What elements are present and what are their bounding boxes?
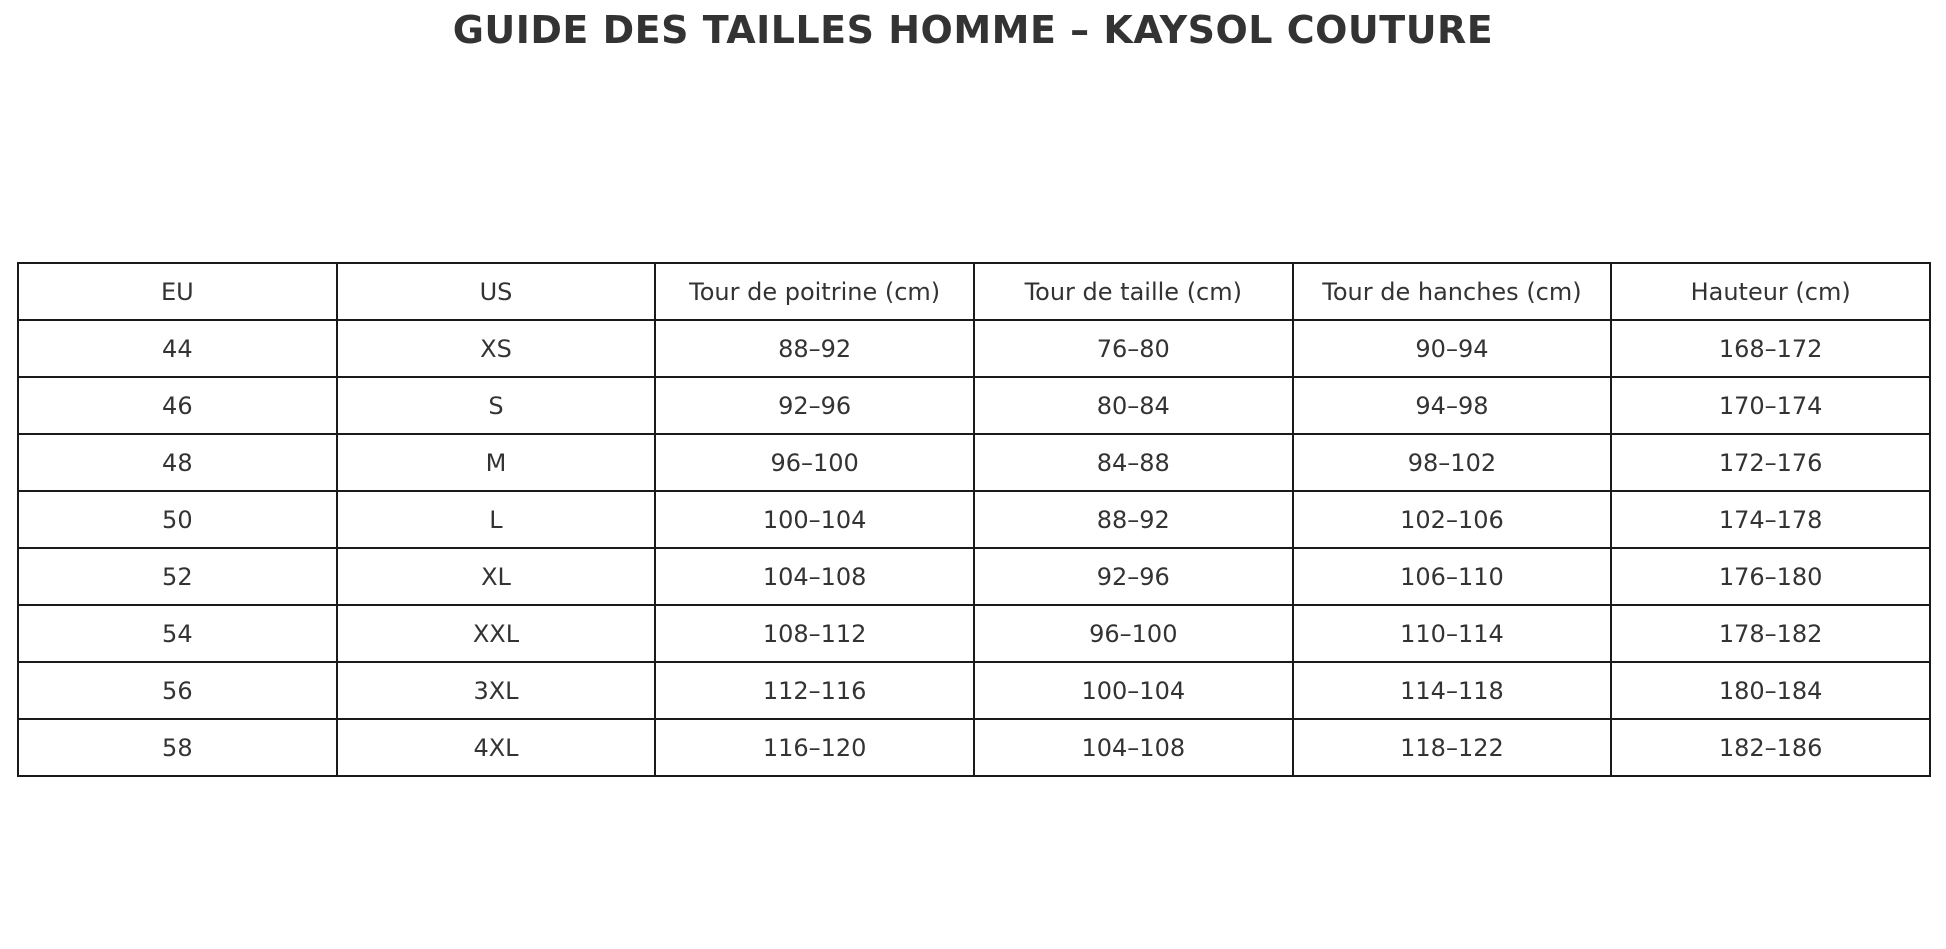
cell-us: XXL (337, 605, 656, 662)
cell-eu: 54 (18, 605, 337, 662)
page-title: GUIDE DES TAILLES HOMME – KAYSOL COUTURE (452, 8, 1494, 52)
cell-hips: 106–110 (1293, 548, 1612, 605)
cell-hips: 102–106 (1293, 491, 1612, 548)
cell-us: XS (337, 320, 656, 377)
cell-hips: 98–102 (1293, 434, 1612, 491)
cell-eu: 52 (18, 548, 337, 605)
header-chest: Tour de poitrine (cm) (655, 263, 974, 320)
size-table (17, 262, 1931, 777)
cell-hips: 114–118 (1293, 662, 1612, 719)
cell-waist: 88–92 (974, 491, 1293, 548)
cell-chest: 112–116 (655, 662, 974, 719)
cell-waist: 100–104 (974, 662, 1293, 719)
cell-eu: 46 (18, 377, 337, 434)
cell-chest: 104–108 (655, 548, 974, 605)
table-header-row (18, 263, 1930, 320)
cell-height: 176–180 (1611, 548, 1930, 605)
cell-hips: 118–122 (1293, 719, 1612, 776)
cell-height: 180–184 (1611, 662, 1930, 719)
cell-us: 3XL (337, 662, 656, 719)
header-us: US (337, 263, 656, 320)
cell-chest: 88–92 (655, 320, 974, 377)
cell-eu: 50 (18, 491, 337, 548)
header-eu: EU (18, 263, 337, 320)
cell-us: M (337, 434, 656, 491)
cell-waist: 76–80 (974, 320, 1293, 377)
cell-hips: 110–114 (1293, 605, 1612, 662)
cell-hips: 90–94 (1293, 320, 1612, 377)
cell-chest: 116–120 (655, 719, 974, 776)
cell-us: XL (337, 548, 656, 605)
cell-eu: 56 (18, 662, 337, 719)
cell-us: L (337, 491, 656, 548)
cell-height: 170–174 (1611, 377, 1930, 434)
cell-chest: 92–96 (655, 377, 974, 434)
cell-waist: 96–100 (974, 605, 1293, 662)
table-row (18, 719, 1930, 776)
cell-eu: 58 (18, 719, 337, 776)
cell-chest: 108–112 (655, 605, 974, 662)
table-row (18, 662, 1930, 719)
cell-height: 168–172 (1611, 320, 1930, 377)
table-row (18, 548, 1930, 605)
cell-us: S (337, 377, 656, 434)
cell-height: 182–186 (1611, 719, 1930, 776)
table-row (18, 377, 1930, 434)
table-row (18, 320, 1930, 377)
cell-hips: 94–98 (1293, 377, 1612, 434)
cell-chest: 100–104 (655, 491, 974, 548)
cell-height: 172–176 (1611, 434, 1930, 491)
cell-waist: 80–84 (974, 377, 1293, 434)
table-row (18, 434, 1930, 491)
cell-eu: 48 (18, 434, 337, 491)
header-hips: Tour de hanches (cm) (1293, 263, 1612, 320)
cell-height: 174–178 (1611, 491, 1930, 548)
header-height: Hauteur (cm) (1611, 263, 1930, 320)
cell-height: 178–182 (1611, 605, 1930, 662)
header-waist: Tour de taille (cm) (974, 263, 1293, 320)
table-row (18, 491, 1930, 548)
cell-eu: 44 (18, 320, 337, 377)
cell-us: 4XL (337, 719, 656, 776)
cell-chest: 96–100 (655, 434, 974, 491)
cell-waist: 104–108 (974, 719, 1293, 776)
cell-waist: 92–96 (974, 548, 1293, 605)
cell-waist: 84–88 (974, 434, 1293, 491)
table-row (18, 605, 1930, 662)
